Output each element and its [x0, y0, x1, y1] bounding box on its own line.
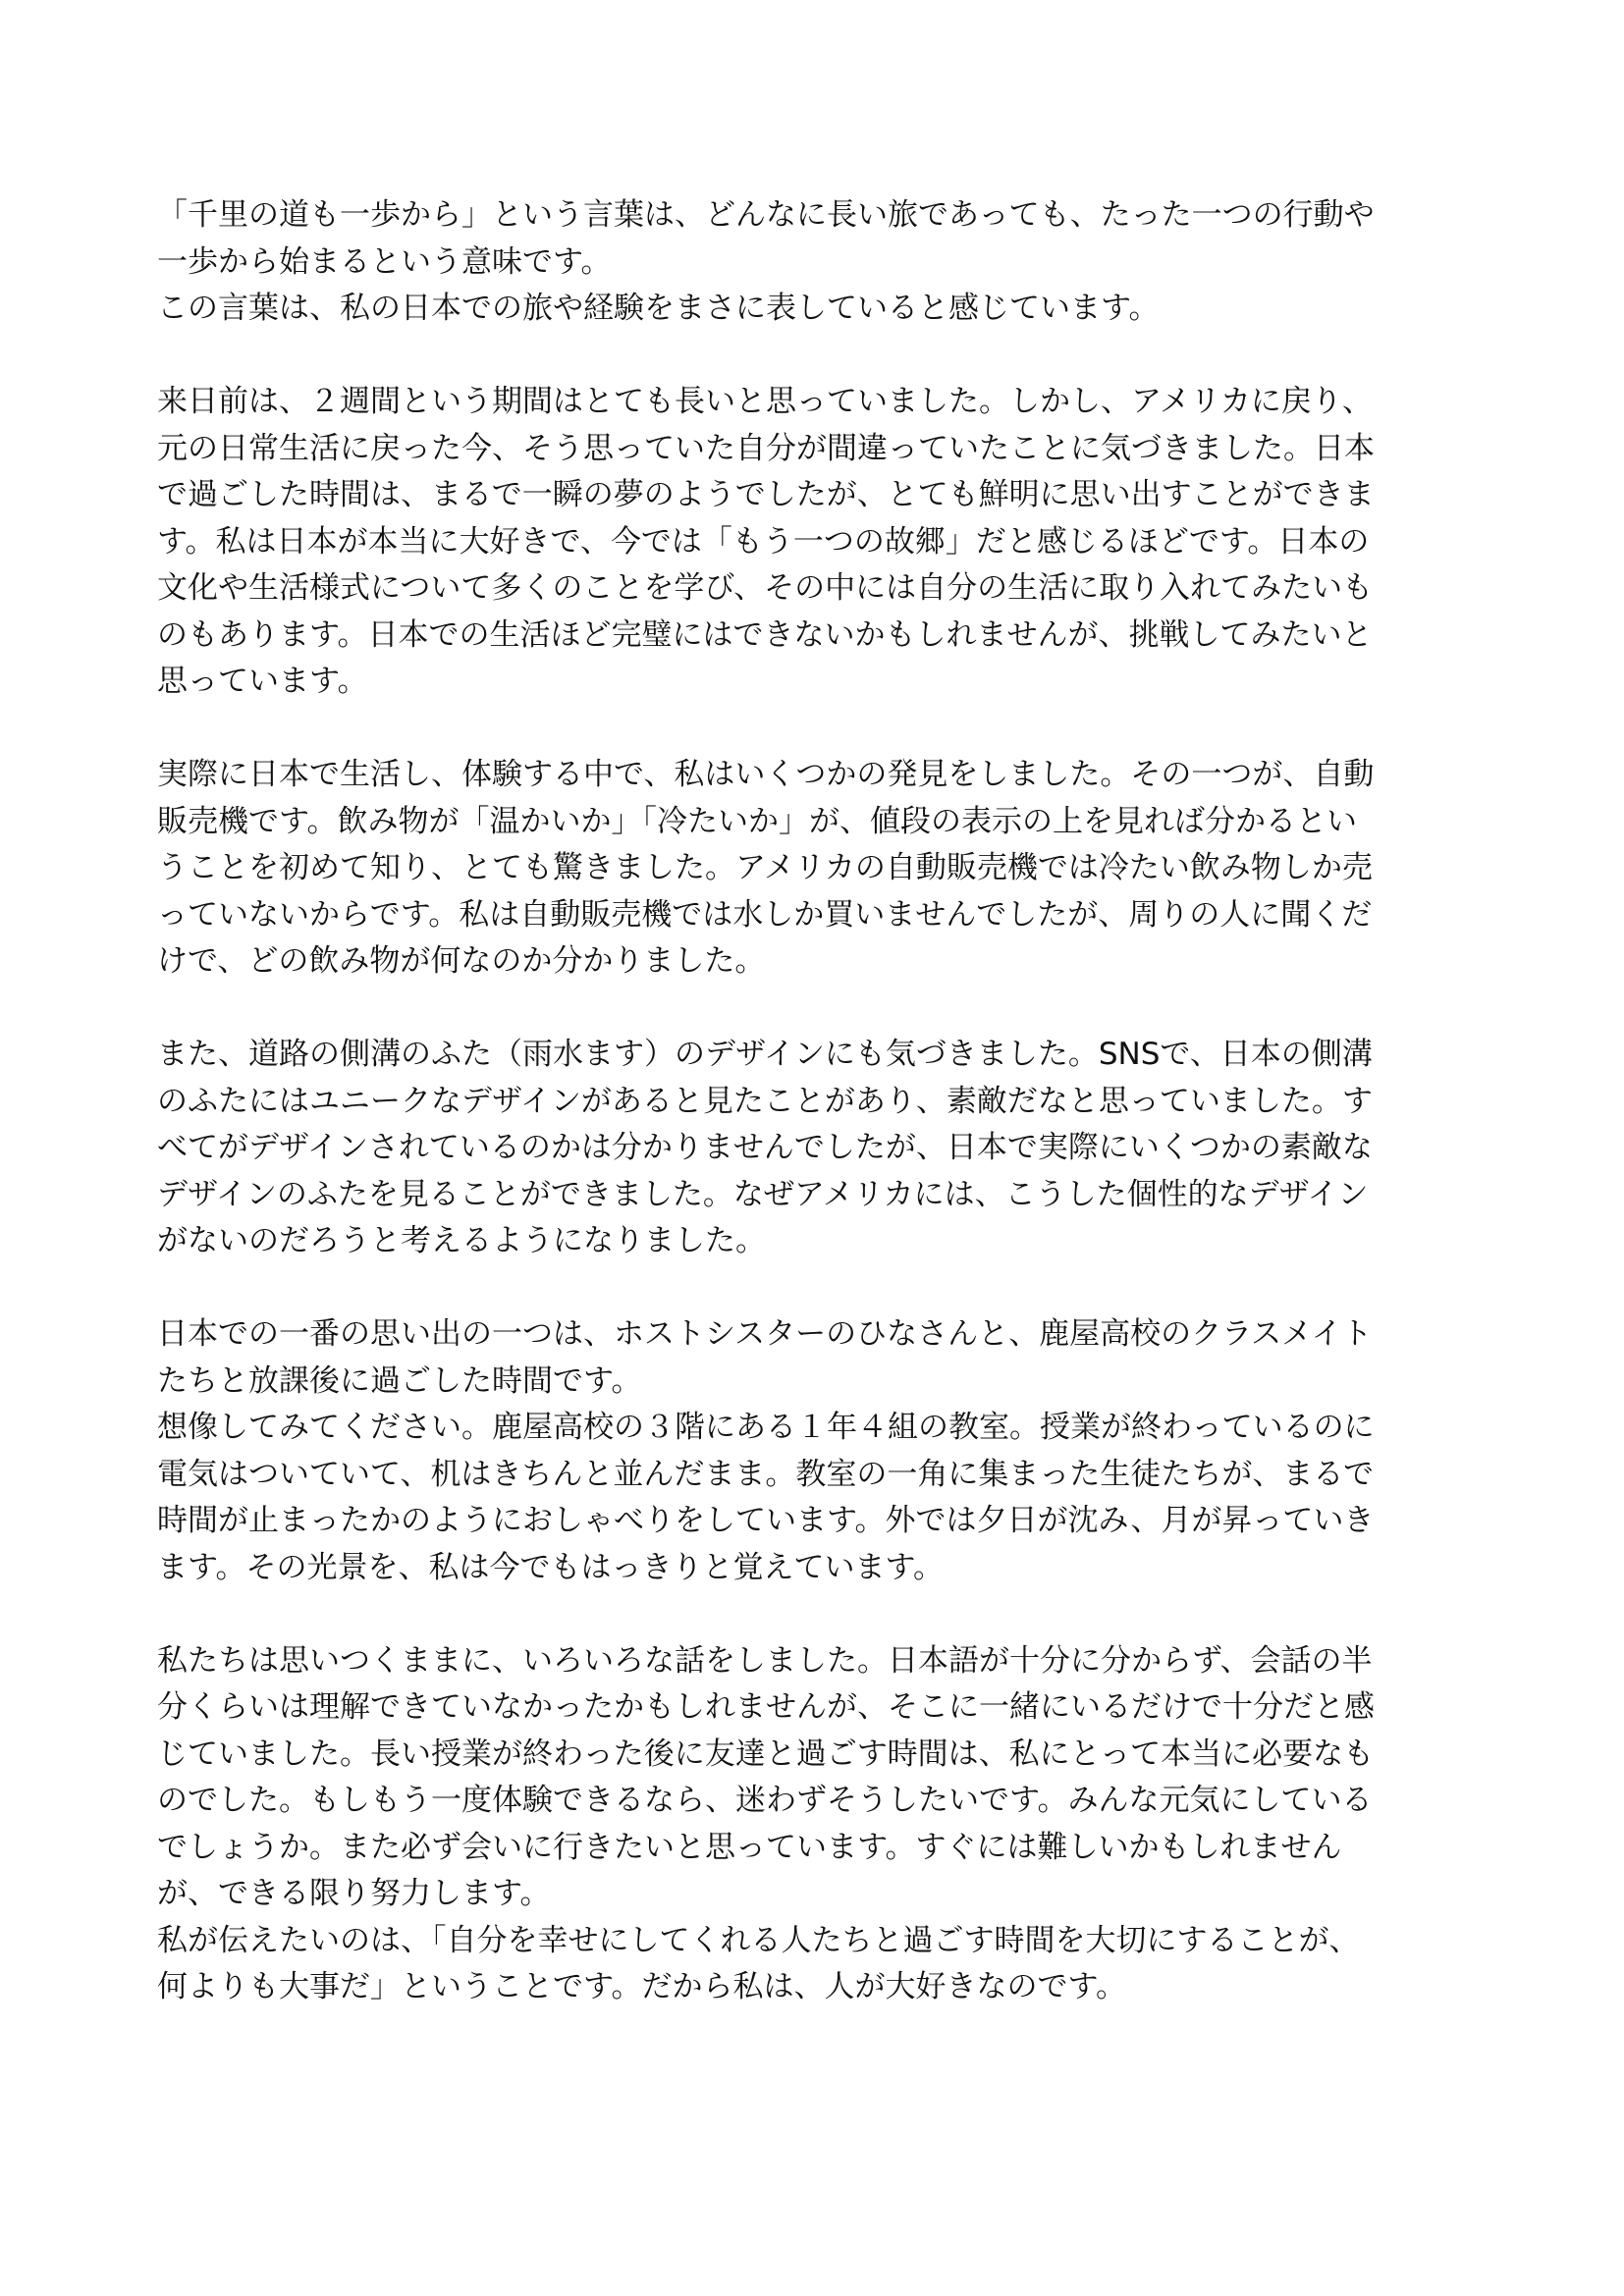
- text-line: っていないからです。私は自動販売機では水しか買いませんでしたが、周りの人に聞くだ: [157, 896, 1373, 933]
- text-line: 想像してみてください。鹿屋高校の３階にある１年４組の教室。授業が終わっているのに: [157, 1410, 1375, 1445]
- text-line: 時間が止まったかのようにおしゃべりをしています。外では夕日が沈み、月が昇っていき: [157, 1503, 1375, 1538]
- text-line: デザインのふたを見ることができました。なぜアメリカには、こうした個性的なデザイン: [157, 1176, 1369, 1212]
- text-line: じていました。長い授業が終わった後に友達と過ごす時間は、私にとって本当に必要なも: [157, 1735, 1375, 1772]
- paragraph-spacer: [157, 986, 1478, 1033]
- text-line: この言葉は、私の日本での旅や経験をまさに表していると感じています。: [157, 291, 1160, 326]
- text-line: うことを初めて知り、とても驚きました。アメリカの自動販売機では冷たい飲み物しか売: [157, 850, 1373, 885]
- text-line: 何よりも大事だ」ということです。だから私は、人が大好きなのです。: [157, 1969, 1127, 2004]
- document-body: [157, 192, 1478, 2011]
- text-line: でしょうか。また必ず会いに行きたいと思っています。すぐには難しいかもしれません: [157, 1829, 1342, 1865]
- text-line: たちと放課後に過ごした時間です。: [157, 1362, 642, 1399]
- text-line: 元の日常生活に戻った今、そう思っていた自分が間違っていたことに気づきました。日本: [157, 430, 1375, 466]
- text-line: 日本での一番の思い出の一つは、ホストシスターのひなさんと、鹿屋高校のクラスメイト: [157, 1316, 1373, 1352]
- text-line: 「千里の道も一歩から」という言葉は、どんなに長い旅であっても、たった一つの行動や: [157, 197, 1375, 233]
- text-line: 実際に日本で生活し、体験する中で、私はいくつかの発見をしました。その一つが、自動: [157, 757, 1375, 792]
- text-line: 来日前は、２週間という期間はとても長いと思っていました。しかし、アメリカに戻り、: [157, 384, 1373, 419]
- paragraph-spacer: [157, 706, 1478, 753]
- text-line: けで、どの飲み物が何なのか分かりました。: [157, 943, 766, 979]
- text-line: 一歩から始まるという意味です。: [157, 243, 612, 280]
- text-line: 私が伝えたいのは、「自分を幸せにしてくれる人たちと過ごす時間を大切にすることが、: [157, 1922, 1360, 1958]
- paragraph-spacer: [157, 333, 1478, 380]
- text-line: また、道路の側溝のふた（雨水ます）のデザインにも気づきました。SNSで、日本の側溝: [157, 1037, 1373, 1072]
- text-line: 思っています。: [157, 664, 368, 699]
- text-line: のでした。もしもう一度体験できるなら、迷わずそうしたいです。みんな元気にしている: [157, 1783, 1373, 1818]
- text-line: 販売機です。飲み物が「温かいか」「冷たいか」が、値段の表示の上を見れば分かるとい: [157, 803, 1358, 839]
- text-line: 電気はついていて、机はきちんと並んだまま。教室の一角に集まった生徒たちが、まるで: [157, 1456, 1375, 1492]
- text-line: が、できる限り努力します。: [157, 1876, 551, 1911]
- text-line: で過ごした時間は、まるで一瞬の夢のようでしたが、とても鮮明に思い出すことができま: [157, 477, 1375, 512]
- text-line: 文化や生活様式について多くのことを学び、その中には自分の生活に取り入れてみたいも: [157, 570, 1374, 606]
- text-line: べてがデザインされているのかは分かりませんでしたが、日本で実際にいくつかの素敵な: [157, 1130, 1373, 1165]
- text-line: す。私は日本が本当に大好きで、今では「もう一つの故郷」だと感じるほどです。日本の: [157, 523, 1370, 560]
- text-line: のもあります。日本での生活ほど完璧にはできないかもしれませんが、挑戦してみたいと: [157, 616, 1373, 653]
- paragraph-spacer: [157, 1591, 1478, 1638]
- text-line: 分くらいは理解できていなかったかもしれませんが、そこに一緒にいるだけで十分だと感: [157, 1689, 1375, 1725]
- text-line: がないのだろうと考えるようになりました。: [157, 1223, 766, 1258]
- text-line: 私たちは思いつくままに、いろいろな話をしました。日本語が十分に分からず、会話の半: [157, 1642, 1373, 1679]
- text-line: ます。その光景を、私は今でもはっきりと覚えています。: [157, 1549, 945, 1585]
- text-line: のふたにはユニークなデザインがあると見たことがあり、素敵だなと思っていました。す: [157, 1083, 1373, 1119]
- paragraph-spacer: [157, 1265, 1478, 1312]
